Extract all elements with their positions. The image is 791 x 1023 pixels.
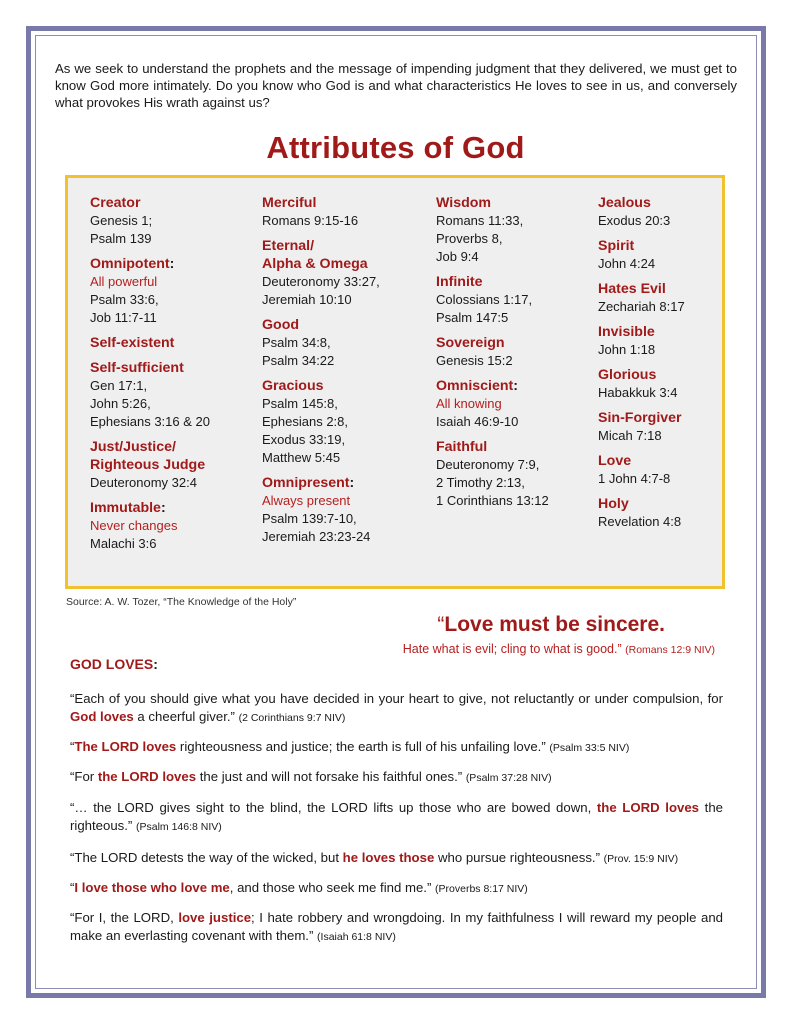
attribute-name: Spirit <box>598 238 635 254</box>
attribute-note: Never changes <box>90 518 178 533</box>
attribute-omnipotent <box>90 255 260 327</box>
attribute-invisible <box>598 323 723 359</box>
attribute-references: 1 John 4:7-8 <box>598 471 671 486</box>
verse-text: who pursue righteousness.” <box>434 850 604 865</box>
quote-reference: (Romans 12:9 NIV) <box>625 644 715 656</box>
attribute-name: Merciful <box>262 195 317 211</box>
attribute-just-justice-righteous-judge <box>90 438 260 492</box>
verse-highlight: the LORD loves <box>97 769 197 784</box>
verse-reference: (Isaiah 61:8 NIV) <box>317 931 396 943</box>
attribute-name: Eternal/ Alpha & Omega <box>262 238 368 272</box>
page-title: Attributes of God <box>266 130 525 165</box>
attribute-name: Infinite <box>436 274 483 290</box>
attribute-name: Hates Evil <box>598 281 666 297</box>
verse-text: “Each of you should give what you have decided in your heart to give, not reluctantly or under compulsion, for <box>70 691 723 706</box>
source-citation: Source: A. W. Tozer, “The Knowledge of the Holy” <box>66 596 297 608</box>
attribute-name: Immutable: <box>90 500 166 516</box>
attribute-references: Micah 7:18 <box>598 428 662 443</box>
attribute-name: Omnipresent: <box>262 475 355 491</box>
verse-reference: (Psalm 146:8 NIV) <box>135 821 222 833</box>
attribute-glorious <box>598 366 723 402</box>
attribute-spirit <box>598 237 723 273</box>
verse-highlight: the LORD loves <box>596 800 700 815</box>
quote-subtext <box>403 642 715 656</box>
attribute-references: Deuteronomy 33:27, Jeremiah 10:10 <box>262 274 380 307</box>
attributes-column-2 <box>262 194 432 553</box>
attributes-column-4 <box>598 194 723 538</box>
attribute-name: Sovereign <box>436 335 505 351</box>
attribute-name: Just/Justice/ Righteous Judge <box>90 439 206 473</box>
verse-highlight: he loves those <box>342 850 435 865</box>
verse-reference: (Prov. 15:9 NIV) <box>603 853 679 865</box>
verse-text: the just and will not forsake his faithful ones.” <box>196 769 466 784</box>
verse-4 <box>70 799 723 836</box>
attribute-name: Sin-Forgiver <box>598 410 682 426</box>
verse-highlight: love justice <box>178 910 252 925</box>
attribute-name: Omnipotent: <box>90 256 175 272</box>
attribute-references: Genesis 1; Psalm 139 <box>90 213 153 246</box>
quote-end: . <box>659 613 665 636</box>
attribute-jealous <box>598 194 723 230</box>
attribute-name: Jealous <box>598 195 651 211</box>
attribute-self-existent <box>90 334 260 352</box>
verse-reference: (Psalm 33:5 NIV) <box>549 742 630 754</box>
attribute-infinite <box>436 273 596 327</box>
god-loves-heading-text: GOD LOVES <box>70 656 154 672</box>
verse-highlight: God loves <box>70 709 134 724</box>
attribute-references: Colossians 1:17, Psalm 147:5 <box>436 292 533 325</box>
attribute-wisdom <box>436 194 596 266</box>
attribute-name: Wisdom <box>436 195 492 211</box>
attribute-name: Gracious <box>262 378 324 394</box>
attribute-sin-forgiver <box>598 409 723 445</box>
attribute-references: Romans 11:33, Proverbs 8, Job 9:4 <box>436 213 524 264</box>
attribute-good <box>262 316 432 370</box>
featured-quote <box>437 613 665 637</box>
attribute-references: Psalm 145:8, Ephesians 2:8, Exodus 33:19, Matthew 5:45 <box>262 396 349 465</box>
god-loves-heading <box>70 656 158 672</box>
attribute-name: Holy <box>598 496 629 512</box>
attribute-holy <box>598 495 723 531</box>
attribute-references: Psalm 139:7-10, Jeremiah 23:23-24 <box>262 511 371 544</box>
attribute-references: Genesis 15:2 <box>436 353 513 368</box>
attribute-name: Glorious <box>598 367 657 383</box>
attribute-name: Faithful <box>436 439 488 455</box>
verse-highlight: I love those who love me <box>74 880 230 895</box>
attribute-references: John 1:18 <box>598 342 656 357</box>
attribute-name: Love <box>598 453 632 469</box>
attribute-hates-evil <box>598 280 723 316</box>
attributes-column-1 <box>90 194 260 560</box>
attribute-name: Good <box>262 317 300 333</box>
attribute-references: John 4:24 <box>598 256 656 271</box>
verse-1 <box>70 690 723 727</box>
attribute-faithful <box>436 438 596 510</box>
attribute-references: Revelation 4:8 <box>598 514 682 529</box>
attribute-references: Psalm 33:6, Job 11:7-11 <box>90 292 159 325</box>
verse-text: , and those who seek me find me.” <box>229 880 436 895</box>
attribute-references: Romans 9:15-16 <box>262 213 359 228</box>
verse-text: righteousness and justice; the earth is full of his unfailing love.” <box>176 739 550 754</box>
verse-reference: (Proverbs 8:17 NIV) <box>435 883 528 895</box>
verse-highlight: The LORD loves <box>74 739 177 754</box>
verse-text: “For I, the LORD, <box>70 910 179 925</box>
verse-text: a cheerful giver.” <box>133 709 239 724</box>
attributes-column-3 <box>436 194 596 517</box>
attribute-note: All knowing <box>436 396 502 411</box>
attribute-sovereign <box>436 334 596 370</box>
attribute-references: Psalm 34:8, Psalm 34:22 <box>262 335 335 368</box>
attribute-references: Deuteronomy 32:4 <box>90 475 197 490</box>
attribute-name: Self-existent <box>90 335 175 351</box>
verse-text: ; I hate robbery and wrongdoing. In my faithfulness I will reward my people and make an everlasting covenant with them.” <box>70 910 723 943</box>
verse-3 <box>70 768 723 787</box>
verse-text: “For <box>70 769 98 784</box>
attribute-references: Zechariah 8:17 <box>598 299 685 314</box>
verse-reference: (2 Corinthians 9:7 NIV) <box>238 712 346 724</box>
attribute-name: Omniscient: <box>436 378 518 394</box>
attribute-references: Deuteronomy 7:9, 2 Timothy 2:13, 1 Corinthians 13:12 <box>436 457 549 508</box>
attribute-immutable <box>90 499 260 553</box>
god-loves-heading-colon: : <box>153 656 158 672</box>
verse-text: “The LORD detests the way of the wicked, but <box>70 850 343 865</box>
attribute-self-sufficient <box>90 359 260 431</box>
attribute-name: Invisible <box>598 324 655 340</box>
quote-open-mark: “ <box>437 613 445 636</box>
intro-paragraph: As we seek to understand the prophets and the message of impending judgment that they delivered, we must get to know God more intimately. Do you know who God is and what characteristics He loves to see in us, and conversely what provokes His wrath against us? <box>55 61 737 110</box>
verse-text: the righteous.” <box>70 800 723 833</box>
verse-text: “ <box>70 880 75 895</box>
attribute-note: Always present <box>262 493 351 508</box>
quote-sub-text: Hate what is evil; cling to what is good.” <box>402 642 622 656</box>
attribute-references: Gen 17:1, John 5:26, Ephesians 3:16 & 20 <box>90 378 210 429</box>
attribute-note: All powerful <box>90 274 158 289</box>
verse-6 <box>70 879 723 898</box>
attribute-gracious <box>262 377 432 467</box>
verse-5 <box>70 849 723 868</box>
verse-text: “ <box>70 739 75 754</box>
attribute-references: Exodus 20:3 <box>598 213 671 228</box>
attributes-box <box>65 175 725 589</box>
attribute-creator <box>90 194 260 248</box>
quote-text: Love must be sincere <box>444 613 660 636</box>
attribute-omnipresent <box>262 474 432 546</box>
attribute-omniscient <box>436 377 596 431</box>
attribute-eternal-alpha-omega <box>262 237 432 309</box>
attribute-love <box>598 452 723 488</box>
verse-reference: (Psalm 37:28 NIV) <box>465 772 552 784</box>
verse-text: “… the LORD gives sight to the blind, the LORD lifts up those who are bowed down, <box>70 800 597 815</box>
attribute-merciful <box>262 194 432 230</box>
attribute-name: Creator <box>90 195 141 211</box>
attribute-references: Isaiah 46:9-10 <box>436 414 519 429</box>
attribute-name: Self-sufficient <box>90 360 184 376</box>
verse-2 <box>70 738 723 757</box>
attribute-references: Habakkuk 3:4 <box>598 385 678 400</box>
attribute-references: Malachi 3:6 <box>90 536 157 551</box>
verse-7 <box>70 909 723 946</box>
